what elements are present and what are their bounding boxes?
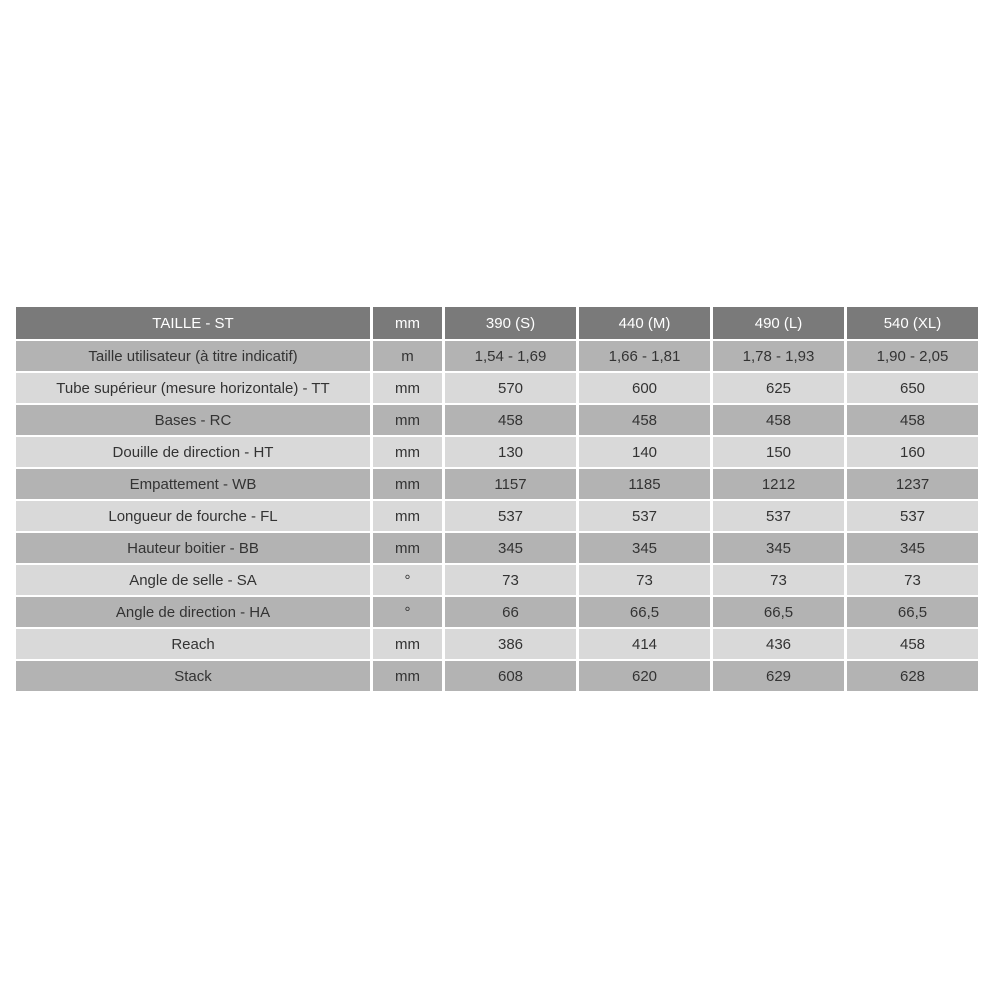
row-label: Bases - RC	[16, 405, 370, 435]
row-unit: m	[373, 341, 442, 371]
row-value: 130	[445, 437, 576, 467]
row-value: 345	[847, 533, 978, 563]
header-size: 440 (M)	[579, 307, 710, 339]
row-value: 1185	[579, 469, 710, 499]
row-unit: mm	[373, 533, 442, 563]
row-value: 1237	[847, 469, 978, 499]
row-value: 414	[579, 629, 710, 659]
row-value: 625	[713, 373, 844, 403]
table-row	[16, 341, 978, 371]
table-row	[16, 597, 978, 627]
row-value: 1,78 - 1,93	[713, 341, 844, 371]
row-value: 608	[445, 661, 576, 691]
row-label: Hauteur boitier - BB	[16, 533, 370, 563]
header-unit: mm	[373, 307, 442, 339]
row-label: Angle de selle - SA	[16, 565, 370, 595]
table-row	[16, 469, 978, 499]
header-size: 490 (L)	[713, 307, 844, 339]
table-row	[16, 437, 978, 467]
row-unit: mm	[373, 405, 442, 435]
row-unit: mm	[373, 469, 442, 499]
geometry-table	[13, 305, 981, 693]
row-value: 650	[847, 373, 978, 403]
header-row	[16, 307, 978, 339]
row-value: 73	[713, 565, 844, 595]
row-value: 1157	[445, 469, 576, 499]
row-value: 345	[579, 533, 710, 563]
row-value: 537	[445, 501, 576, 531]
header-label: TAILLE - ST	[16, 307, 370, 339]
row-label: Empattement - WB	[16, 469, 370, 499]
row-label: Taille utilisateur (à titre indicatif)	[16, 341, 370, 371]
row-unit: mm	[373, 501, 442, 531]
row-value: 66,5	[713, 597, 844, 627]
table-row	[16, 565, 978, 595]
table-row	[16, 533, 978, 563]
row-value: 600	[579, 373, 710, 403]
row-value: 73	[847, 565, 978, 595]
row-value: 1212	[713, 469, 844, 499]
row-label: Stack	[16, 661, 370, 691]
row-label: Longueur de fourche - FL	[16, 501, 370, 531]
row-value: 436	[713, 629, 844, 659]
table-row	[16, 501, 978, 531]
row-unit: °	[373, 565, 442, 595]
row-value: 620	[579, 661, 710, 691]
row-value: 458	[847, 629, 978, 659]
row-value: 66	[445, 597, 576, 627]
row-value: 537	[579, 501, 710, 531]
row-value: 1,66 - 1,81	[579, 341, 710, 371]
row-label: Tube supérieur (mesure horizontale) - TT	[16, 373, 370, 403]
row-value: 629	[713, 661, 844, 691]
table-row	[16, 629, 978, 659]
row-value: 570	[445, 373, 576, 403]
row-value: 628	[847, 661, 978, 691]
row-value: 1,54 - 1,69	[445, 341, 576, 371]
row-value: 345	[445, 533, 576, 563]
table-header	[16, 307, 978, 339]
row-value: 458	[713, 405, 844, 435]
row-value: 386	[445, 629, 576, 659]
row-unit: mm	[373, 373, 442, 403]
header-size: 540 (XL)	[847, 307, 978, 339]
row-label: Reach	[16, 629, 370, 659]
row-value: 458	[847, 405, 978, 435]
row-value: 66,5	[579, 597, 710, 627]
row-value: 537	[847, 501, 978, 531]
row-value: 458	[579, 405, 710, 435]
row-label: Douille de direction - HT	[16, 437, 370, 467]
row-value: 1,90 - 2,05	[847, 341, 978, 371]
header-size: 390 (S)	[445, 307, 576, 339]
row-unit: mm	[373, 437, 442, 467]
table-row	[16, 405, 978, 435]
row-value: 66,5	[847, 597, 978, 627]
row-label: Angle de direction - HA	[16, 597, 370, 627]
row-value: 160	[847, 437, 978, 467]
table-row	[16, 373, 978, 403]
row-value: 537	[713, 501, 844, 531]
table-body	[16, 341, 978, 691]
row-unit: mm	[373, 661, 442, 691]
row-value: 140	[579, 437, 710, 467]
row-value: 345	[713, 533, 844, 563]
table-row	[16, 661, 978, 691]
row-value: 73	[579, 565, 710, 595]
row-unit: °	[373, 597, 442, 627]
row-unit: mm	[373, 629, 442, 659]
row-value: 458	[445, 405, 576, 435]
row-value: 73	[445, 565, 576, 595]
row-value: 150	[713, 437, 844, 467]
